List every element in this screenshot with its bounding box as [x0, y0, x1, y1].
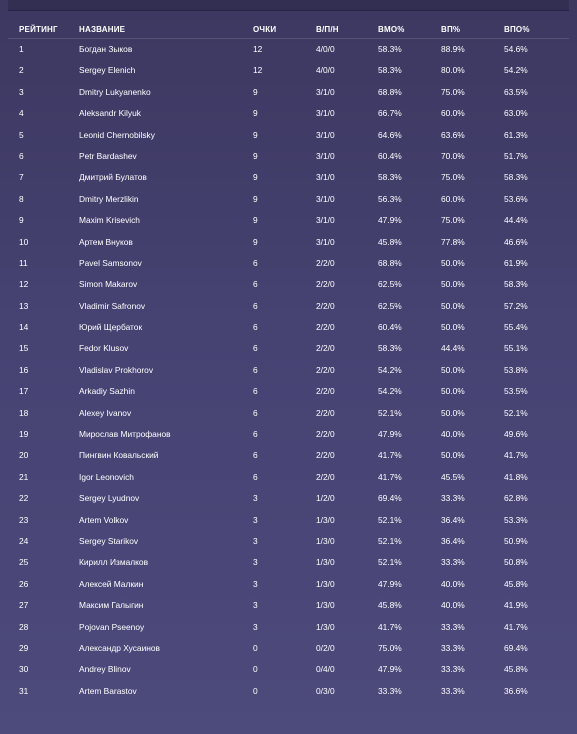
p2-cell: 40.0%	[441, 429, 465, 440]
header-p2[interactable]: ВП%	[441, 25, 461, 34]
table-row[interactable]	[0, 445, 577, 466]
player-name: Александр Хусаинов	[79, 642, 160, 653]
p2-cell: 36.4%	[441, 535, 465, 546]
table-row[interactable]	[0, 659, 577, 680]
p3-cell: 45.8%	[504, 664, 528, 675]
p3-cell: 54.2%	[504, 65, 528, 76]
rank-cell: 6	[19, 150, 24, 161]
table-row[interactable]	[0, 617, 577, 638]
p1-cell: 41.7%	[378, 450, 402, 461]
p2-cell: 33.3%	[441, 642, 465, 653]
p3-cell: 46.6%	[504, 236, 528, 247]
p2-cell: 40.0%	[441, 578, 465, 589]
player-name: Vladislav Prokhorov	[79, 364, 154, 375]
top-strip	[8, 0, 569, 11]
p2-cell: 33.3%	[441, 493, 465, 504]
table-row[interactable]	[0, 146, 577, 167]
p2-cell: 77.8%	[441, 236, 465, 247]
p1-cell: 52.1%	[378, 557, 402, 568]
table-row[interactable]	[0, 253, 577, 274]
table-row[interactable]	[0, 488, 577, 509]
p3-cell: 53.6%	[504, 193, 528, 204]
table-header	[0, 21, 577, 39]
wdl-cell: 3/1/0	[316, 236, 335, 247]
player-name: Artem Volkov	[79, 514, 129, 525]
player-name: Artem Barastov	[79, 685, 137, 696]
p1-cell: 64.6%	[378, 129, 402, 140]
player-name: Артем Внуков	[79, 236, 133, 247]
p3-cell: 63.0%	[504, 108, 528, 119]
table-row[interactable]	[0, 189, 577, 210]
p1-cell: 62.5%	[378, 279, 402, 290]
p2-cell: 88.9%	[441, 44, 465, 54]
points-cell: 3	[253, 621, 258, 632]
rank-cell: 2	[19, 65, 24, 76]
p2-cell: 50.0%	[441, 407, 465, 418]
player-name: Пингвин Ковальский	[79, 450, 159, 461]
p1-cell: 62.5%	[378, 300, 402, 311]
points-cell: 3	[253, 493, 258, 504]
wdl-cell: 1/3/0	[316, 514, 335, 525]
p1-cell: 45.8%	[378, 600, 402, 611]
p2-cell: 75.0%	[441, 215, 465, 226]
header-name[interactable]: НАЗВАНИЕ	[79, 25, 126, 34]
rank-cell: 31	[19, 685, 29, 696]
p1-cell: 47.9%	[378, 664, 402, 675]
wdl-cell: 2/2/0	[316, 450, 335, 461]
points-cell: 6	[253, 471, 258, 482]
rank-cell: 29	[19, 642, 29, 653]
table-row[interactable]	[0, 552, 577, 573]
table-row[interactable]	[0, 82, 577, 103]
rank-cell: 3	[19, 86, 24, 97]
points-cell: 6	[253, 322, 258, 333]
p3-cell: 50.8%	[504, 557, 528, 568]
table-row[interactable]	[0, 296, 577, 317]
p2-cell: 33.3%	[441, 685, 465, 696]
p2-cell: 33.3%	[441, 621, 465, 632]
wdl-cell: 2/2/0	[316, 386, 335, 397]
p3-cell: 69.4%	[504, 642, 528, 653]
p1-cell: 54.2%	[378, 386, 402, 397]
p3-cell: 36.6%	[504, 685, 528, 696]
p2-cell: 50.0%	[441, 450, 465, 461]
p1-cell: 68.8%	[378, 257, 402, 268]
p2-cell: 60.0%	[441, 108, 465, 119]
wdl-cell: 2/2/0	[316, 300, 335, 311]
points-cell: 12	[253, 65, 263, 76]
points-cell: 9	[253, 150, 258, 161]
table-row[interactable]	[0, 210, 577, 231]
wdl-cell: 2/2/0	[316, 279, 335, 290]
points-cell: 6	[253, 364, 258, 375]
wdl-cell: 2/2/0	[316, 343, 335, 354]
wdl-cell: 0/4/0	[316, 664, 335, 675]
points-cell: 6	[253, 386, 258, 397]
points-cell: 3	[253, 578, 258, 589]
points-cell: 0	[253, 642, 258, 653]
p2-cell: 63.6%	[441, 129, 465, 140]
table-row[interactable]	[0, 360, 577, 381]
p3-cell: 45.8%	[504, 578, 528, 589]
p1-cell: 33.3%	[378, 685, 402, 696]
p2-cell: 33.3%	[441, 557, 465, 568]
p3-cell: 41.9%	[504, 600, 528, 611]
rank-cell: 20	[19, 450, 29, 461]
wdl-cell: 1/3/0	[316, 600, 335, 611]
table-row[interactable]	[0, 681, 577, 702]
points-cell: 6	[253, 300, 258, 311]
points-cell: 6	[253, 257, 258, 268]
p1-cell: 58.3%	[378, 65, 402, 76]
p1-cell: 52.1%	[378, 407, 402, 418]
points-cell: 9	[253, 193, 258, 204]
rank-cell: 23	[19, 514, 29, 525]
wdl-cell: 1/3/0	[316, 535, 335, 546]
player-name: Sergey Lyudnov	[79, 493, 140, 504]
p3-cell: 61.3%	[504, 129, 528, 140]
table-row[interactable]	[0, 403, 577, 424]
p3-cell: 63.5%	[504, 86, 528, 97]
table-row[interactable]	[0, 467, 577, 488]
p1-cell: 69.4%	[378, 493, 402, 504]
table-row[interactable]	[0, 274, 577, 295]
wdl-cell: 1/3/0	[316, 578, 335, 589]
points-cell: 6	[253, 429, 258, 440]
p1-cell: 52.1%	[378, 514, 402, 525]
table-row[interactable]	[0, 167, 577, 188]
wdl-cell: 3/1/0	[316, 215, 335, 226]
player-name: Dmitry Lukyanenko	[79, 86, 151, 97]
player-name: Fedor Klusov	[79, 343, 129, 354]
p3-cell: 49.6%	[504, 429, 528, 440]
wdl-cell: 2/2/0	[316, 364, 335, 375]
p1-cell: 56.3%	[378, 193, 402, 204]
p1-cell: 60.4%	[378, 150, 402, 161]
p2-cell: 45.5%	[441, 471, 465, 482]
table-row[interactable]	[0, 638, 577, 659]
rank-cell: 26	[19, 578, 29, 589]
p2-cell: 50.0%	[441, 364, 465, 375]
points-cell: 9	[253, 172, 258, 183]
wdl-cell: 0/3/0	[316, 685, 335, 696]
player-name: Мирослав Митрофанов	[79, 429, 171, 440]
p1-cell: 60.4%	[378, 322, 402, 333]
points-cell: 3	[253, 535, 258, 546]
wdl-cell: 3/1/0	[316, 193, 335, 204]
rank-cell: 21	[19, 471, 29, 482]
wdl-cell: 2/2/0	[316, 471, 335, 482]
points-cell: 9	[253, 86, 258, 97]
p3-cell: 51.7%	[504, 150, 528, 161]
rank-cell: 27	[19, 600, 29, 611]
p2-cell: 75.0%	[441, 86, 465, 97]
player-name: Pavel Samsonov	[79, 257, 142, 268]
p2-cell: 50.0%	[441, 386, 465, 397]
points-cell: 0	[253, 685, 258, 696]
player-name: Alexey Ivanov	[79, 407, 132, 418]
p1-cell: 41.7%	[378, 621, 402, 632]
p3-cell: 52.1%	[504, 407, 528, 418]
table-row[interactable]	[0, 39, 577, 60]
player-name: Dmitry Merzlikin	[79, 193, 139, 204]
rank-cell: 1	[19, 44, 24, 54]
player-name: Igor Leonovich	[79, 471, 134, 482]
p2-cell: 60.0%	[441, 193, 465, 204]
wdl-cell: 3/1/0	[316, 172, 335, 183]
p1-cell: 66.7%	[378, 108, 402, 119]
standings-table	[0, 21, 577, 702]
table-row[interactable]	[0, 338, 577, 359]
wdl-cell: 4/0/0	[316, 44, 335, 54]
table-row[interactable]	[0, 125, 577, 146]
p2-cell: 50.0%	[441, 279, 465, 290]
rank-cell: 30	[19, 664, 29, 675]
wdl-cell: 3/1/0	[316, 150, 335, 161]
table-row[interactable]	[0, 574, 577, 595]
table-row[interactable]	[0, 510, 577, 531]
p2-cell: 44.4%	[441, 343, 465, 354]
rank-cell: 8	[19, 193, 24, 204]
wdl-cell: 2/2/0	[316, 257, 335, 268]
wdl-cell: 3/1/0	[316, 86, 335, 97]
p3-cell: 53.5%	[504, 386, 528, 397]
player-name: Vladimir Safronov	[79, 300, 146, 311]
points-cell: 9	[253, 129, 258, 140]
header-points[interactable]: ОЧКИ	[253, 25, 277, 34]
p3-cell: 50.9%	[504, 535, 528, 546]
player-name: Arkadiy Sazhin	[79, 386, 135, 397]
player-name: Sergey Starikov	[79, 535, 139, 546]
p3-cell: 41.7%	[504, 450, 528, 461]
p2-cell: 80.0%	[441, 65, 465, 76]
p3-cell: 54.6%	[504, 44, 528, 54]
player-name: Максим Галыгин	[79, 600, 144, 611]
p2-cell: 40.0%	[441, 600, 465, 611]
rank-cell: 18	[19, 407, 29, 418]
p3-cell: 62.8%	[504, 493, 528, 504]
p3-cell: 61.9%	[504, 257, 528, 268]
p1-cell: 47.9%	[378, 215, 402, 226]
player-name: Кирилл Измалков	[79, 557, 149, 568]
player-name: Дмитрий Булатов	[79, 172, 147, 183]
header-p1[interactable]: ВМО%	[378, 25, 405, 34]
p3-cell: 58.3%	[504, 279, 528, 290]
player-name: Maxim Krisevich	[79, 215, 140, 226]
p2-cell: 36.4%	[441, 514, 465, 525]
table-row[interactable]	[0, 424, 577, 445]
p1-cell: 47.9%	[378, 429, 402, 440]
player-name: Богдан Зыков	[79, 44, 133, 54]
rank-cell: 24	[19, 535, 29, 546]
p3-cell: 44.4%	[504, 215, 528, 226]
wdl-cell: 3/1/0	[316, 108, 335, 119]
player-name: Sergey Elenich	[79, 65, 136, 76]
p2-cell: 70.0%	[441, 150, 465, 161]
table-row[interactable]	[0, 232, 577, 253]
rank-cell: 16	[19, 364, 29, 375]
player-name: Petr Bardashev	[79, 150, 137, 161]
p3-cell: 41.8%	[504, 471, 528, 482]
p1-cell: 54.2%	[378, 364, 402, 375]
table-row[interactable]	[0, 60, 577, 81]
p2-cell: 50.0%	[441, 300, 465, 311]
points-cell: 3	[253, 557, 258, 568]
points-cell: 12	[253, 44, 263, 54]
p1-cell: 45.8%	[378, 236, 402, 247]
p1-cell: 75.0%	[378, 642, 402, 653]
rank-cell: 25	[19, 557, 29, 568]
rank-cell: 7	[19, 172, 24, 183]
wdl-cell: 1/3/0	[316, 621, 335, 632]
p3-cell: 57.2%	[504, 300, 528, 311]
p3-cell: 58.3%	[504, 172, 528, 183]
p1-cell: 58.3%	[378, 172, 402, 183]
table-row[interactable]	[0, 595, 577, 616]
points-cell: 3	[253, 600, 258, 611]
rank-cell: 15	[19, 343, 29, 354]
header-rank[interactable]: РЕЙТИНГ	[19, 25, 58, 34]
wdl-cell: 1/3/0	[316, 557, 335, 568]
rank-cell: 4	[19, 108, 24, 119]
player-name: Aleksandr Kilyuk	[79, 108, 141, 119]
table-row[interactable]	[0, 531, 577, 552]
p1-cell: 52.1%	[378, 535, 402, 546]
table-row[interactable]	[0, 317, 577, 338]
points-cell: 6	[253, 407, 258, 418]
p1-cell: 47.9%	[378, 578, 402, 589]
rank-cell: 19	[19, 429, 29, 440]
points-cell: 6	[253, 343, 258, 354]
points-cell: 0	[253, 664, 258, 675]
p3-cell: 55.4%	[504, 322, 528, 333]
p2-cell: 75.0%	[441, 172, 465, 183]
table-row[interactable]	[0, 103, 577, 124]
header-p3[interactable]: ВПО%	[504, 25, 530, 34]
rank-cell: 12	[19, 279, 29, 290]
table-row[interactable]	[0, 381, 577, 402]
rank-cell: 9	[19, 215, 24, 226]
p3-cell: 53.3%	[504, 514, 528, 525]
p1-cell: 41.7%	[378, 471, 402, 482]
p3-cell: 53.8%	[504, 364, 528, 375]
points-cell: 3	[253, 514, 258, 525]
points-cell: 9	[253, 215, 258, 226]
wdl-cell: 1/2/0	[316, 493, 335, 504]
wdl-cell: 3/1/0	[316, 129, 335, 140]
player-name: Simon Makarov	[79, 279, 138, 290]
wdl-cell: 2/2/0	[316, 429, 335, 440]
p1-cell: 58.3%	[378, 44, 402, 54]
rank-cell: 11	[19, 257, 28, 268]
rank-cell: 28	[19, 621, 29, 632]
p1-cell: 68.8%	[378, 86, 402, 97]
wdl-cell: 4/0/0	[316, 65, 335, 76]
p2-cell: 33.3%	[441, 664, 465, 675]
rank-cell: 14	[19, 322, 29, 333]
wdl-cell: 0/2/0	[316, 642, 335, 653]
player-name: Andrey Blinov	[79, 664, 131, 675]
p2-cell: 50.0%	[441, 322, 465, 333]
rank-cell: 13	[19, 300, 29, 311]
p1-cell: 58.3%	[378, 343, 402, 354]
wdl-cell: 2/2/0	[316, 322, 335, 333]
wdl-cell: 2/2/0	[316, 407, 335, 418]
p3-cell: 55.1%	[504, 343, 528, 354]
p2-cell: 50.0%	[441, 257, 465, 268]
header-wdl[interactable]: В/П/Н	[316, 25, 339, 34]
player-name: Leonid Chernobilsky	[79, 129, 155, 140]
table-body	[0, 39, 577, 702]
rank-cell: 10	[19, 236, 29, 247]
rank-cell: 22	[19, 493, 29, 504]
rank-cell: 5	[19, 129, 24, 140]
rank-cell: 17	[19, 386, 29, 397]
player-name: Алексей Малкин	[79, 578, 144, 589]
player-name: Юрий Щербаток	[79, 322, 143, 333]
player-name: Pojovan Pseenoy	[79, 621, 145, 632]
points-cell: 6	[253, 279, 258, 290]
points-cell: 6	[253, 450, 258, 461]
points-cell: 9	[253, 108, 258, 119]
p3-cell: 41.7%	[504, 621, 528, 632]
points-cell: 9	[253, 236, 258, 247]
